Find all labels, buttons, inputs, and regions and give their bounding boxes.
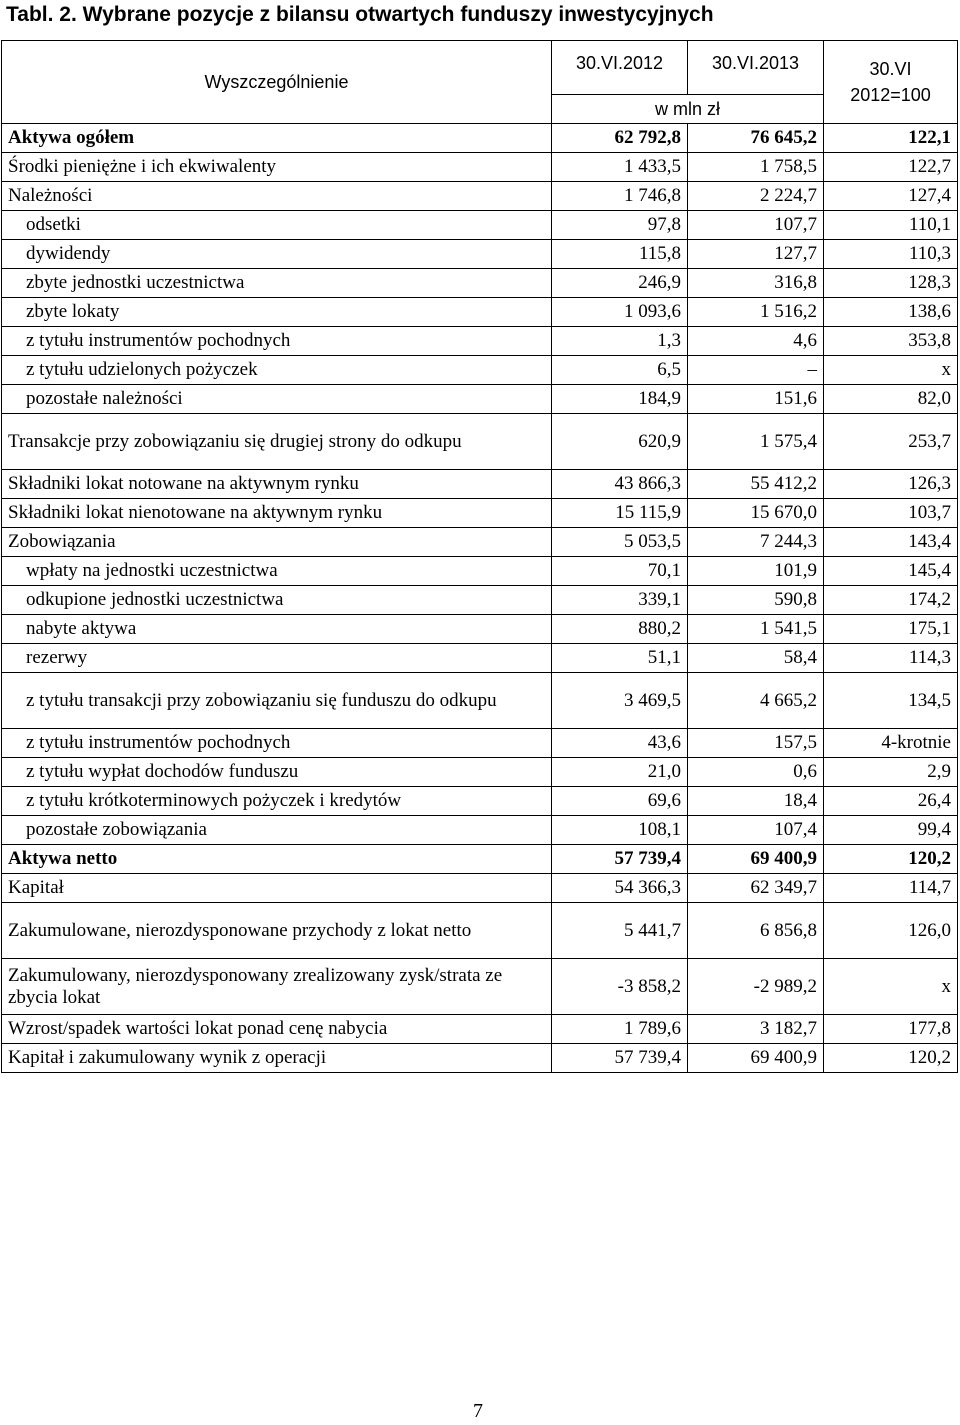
row-label: z tytułu wypłat dochodów funduszu [2,758,552,787]
header-col-2012: 30.VI.2012 [552,41,688,95]
value-index: 145,4 [824,557,958,586]
value-index: 253,7 [824,414,958,470]
value-index: 2,9 [824,758,958,787]
value-index: 134,5 [824,673,958,729]
value-2013: 0,6 [688,758,824,787]
value-2012: 21,0 [552,758,688,787]
value-index: 126,3 [824,470,958,499]
value-index: x [824,356,958,385]
table-row [2,470,958,499]
value-2012: 1 433,5 [552,153,688,182]
table-row [2,356,958,385]
row-label: Składniki lokat nienotowane na aktywnym rynku [2,499,552,528]
value-2013: – [688,356,824,385]
value-2013: 1 758,5 [688,153,824,182]
row-label: z tytułu udzielonych pożyczek [2,356,552,385]
value-2013: 316,8 [688,269,824,298]
row-label: pozostałe zobowiązania [2,816,552,845]
row-label: z tytułu transakcji przy zobowiązaniu się funduszu do odkupu [2,673,552,729]
value-index: 177,8 [824,1015,958,1044]
header-unit: w mln zł [552,95,824,124]
value-index: 4-krotnie [824,729,958,758]
value-2013: 58,4 [688,644,824,673]
table-row [2,615,958,644]
value-2012: 57 739,4 [552,1044,688,1073]
value-2013: 18,4 [688,787,824,816]
row-label: Zobowiązania [2,528,552,557]
value-index: 110,3 [824,240,958,269]
table-row [2,557,958,586]
value-index: 26,4 [824,787,958,816]
value-2013: -2 989,2 [688,959,824,1015]
table-row [2,816,958,845]
table-row [2,903,958,959]
row-label: Zakumulowany, nierozdysponowany zrealizowany zysk/strata ze zbycia lokat [2,959,552,1015]
row-label: Należności [2,182,552,211]
header-label: Wyszczególnienie [2,41,552,124]
value-2012: -3 858,2 [552,959,688,1015]
value-2013: 1 541,5 [688,615,824,644]
value-2013: 4,6 [688,327,824,356]
row-label: Kapitał [2,874,552,903]
row-label: odkupione jednostki uczestnictwa [2,586,552,615]
value-2012: 1 093,6 [552,298,688,327]
table-row [2,385,958,414]
row-label: nabyte aktywa [2,615,552,644]
value-2012: 70,1 [552,557,688,586]
value-2012: 1,3 [552,327,688,356]
value-index: 128,3 [824,269,958,298]
table-row [2,787,958,816]
table-row [2,499,958,528]
row-label: rezerwy [2,644,552,673]
row-label: odsetki [2,211,552,240]
value-2013: 101,9 [688,557,824,586]
value-2013: 55 412,2 [688,470,824,499]
table-title: Tabl. 2. Wybrane pozycje z bilansu otwartych funduszy inwestycyjnych [6,3,714,26]
value-2012: 246,9 [552,269,688,298]
value-index: 127,4 [824,182,958,211]
balance-table [1,40,958,1073]
value-2012: 1 746,8 [552,182,688,211]
table-row [2,528,958,557]
table-row [2,959,958,1015]
row-label: Aktywa netto [2,845,552,874]
value-2012: 43,6 [552,729,688,758]
table-row [2,327,958,356]
value-index: 82,0 [824,385,958,414]
row-label: Środki pieniężne i ich ekwiwalenty [2,153,552,182]
row-label: wpłaty na jednostki uczestnictwa [2,557,552,586]
header-col-index [824,41,958,124]
value-index: 175,1 [824,615,958,644]
value-2012: 184,9 [552,385,688,414]
value-2013: 15 670,0 [688,499,824,528]
value-2012: 5 441,7 [552,903,688,959]
row-label: zbyte jednostki uczestnictwa [2,269,552,298]
value-index: 122,7 [824,153,958,182]
table-row [2,153,958,182]
row-label: pozostałe należności [2,385,552,414]
value-2012: 43 866,3 [552,470,688,499]
table-row [2,673,958,729]
row-label: z tytułu instrumentów pochodnych [2,327,552,356]
value-2012: 1 789,6 [552,1015,688,1044]
value-2013: 4 665,2 [688,673,824,729]
value-2012: 339,1 [552,586,688,615]
value-2013: 76 645,2 [688,124,824,153]
value-2013: 127,7 [688,240,824,269]
value-index: 114,3 [824,644,958,673]
table-row [2,414,958,470]
value-index: 110,1 [824,211,958,240]
table-row [2,1015,958,1044]
table-body [2,124,958,1073]
row-label: Składniki lokat notowane na aktywnym rynku [2,470,552,499]
header-index-line2: 2012=100 [850,85,931,105]
value-2012: 108,1 [552,816,688,845]
table-row [2,845,958,874]
value-index: 138,6 [824,298,958,327]
value-2012: 620,9 [552,414,688,470]
page-number: 7 [473,1400,483,1422]
value-2012: 3 469,5 [552,673,688,729]
value-2013: 62 349,7 [688,874,824,903]
value-2012: 69,6 [552,787,688,816]
value-2012: 51,1 [552,644,688,673]
value-index: 353,8 [824,327,958,356]
row-label: z tytułu krótkoterminowych pożyczek i kredytów [2,787,552,816]
value-2012: 62 792,8 [552,124,688,153]
value-2013: 1 575,4 [688,414,824,470]
row-label: Aktywa ogółem [2,124,552,153]
row-label: dywidendy [2,240,552,269]
value-index: x [824,959,958,1015]
value-2013: 3 182,7 [688,1015,824,1044]
table-row [2,644,958,673]
value-2013: 2 224,7 [688,182,824,211]
row-label: zbyte lokaty [2,298,552,327]
table-row [2,269,958,298]
table-row [2,211,958,240]
header-index-line1: 30.VI [869,59,912,79]
table-row [2,586,958,615]
value-2012: 15 115,9 [552,499,688,528]
value-2012: 115,8 [552,240,688,269]
value-index: 126,0 [824,903,958,959]
row-label: Wzrost/spadek wartości lokat ponad cenę nabycia [2,1015,552,1044]
table-row [2,1044,958,1073]
row-label: Kapitał i zakumulowany wynik z operacji [2,1044,552,1073]
value-2013: 107,7 [688,211,824,240]
value-index: 143,4 [824,528,958,557]
value-index: 174,2 [824,586,958,615]
row-label: Zakumulowane, nierozdysponowane przychody z lokat netto [2,903,552,959]
value-2012: 5 053,5 [552,528,688,557]
table-row [2,298,958,327]
table-row [2,240,958,269]
value-2013: 7 244,3 [688,528,824,557]
value-2013: 6 856,8 [688,903,824,959]
value-index: 99,4 [824,816,958,845]
value-index: 120,2 [824,845,958,874]
table-row [2,758,958,787]
value-index: 114,7 [824,874,958,903]
value-2013: 1 516,2 [688,298,824,327]
value-2012: 880,2 [552,615,688,644]
table-row [2,729,958,758]
row-label: Transakcje przy zobowiązaniu się drugiej strony do odkupu [2,414,552,470]
value-2012: 54 366,3 [552,874,688,903]
value-2013: 107,4 [688,816,824,845]
value-2013: 69 400,9 [688,1044,824,1073]
value-index: 122,1 [824,124,958,153]
value-2013: 151,6 [688,385,824,414]
value-2012: 6,5 [552,356,688,385]
header-col-2013: 30.VI.2013 [688,41,824,95]
value-2013: 157,5 [688,729,824,758]
value-2013: 69 400,9 [688,845,824,874]
table-row [2,182,958,211]
value-index: 120,2 [824,1044,958,1073]
table-row [2,874,958,903]
row-label: z tytułu instrumentów pochodnych [2,729,552,758]
value-2012: 97,8 [552,211,688,240]
value-2012: 57 739,4 [552,845,688,874]
table-row [2,124,958,153]
value-index: 103,7 [824,499,958,528]
value-2013: 590,8 [688,586,824,615]
